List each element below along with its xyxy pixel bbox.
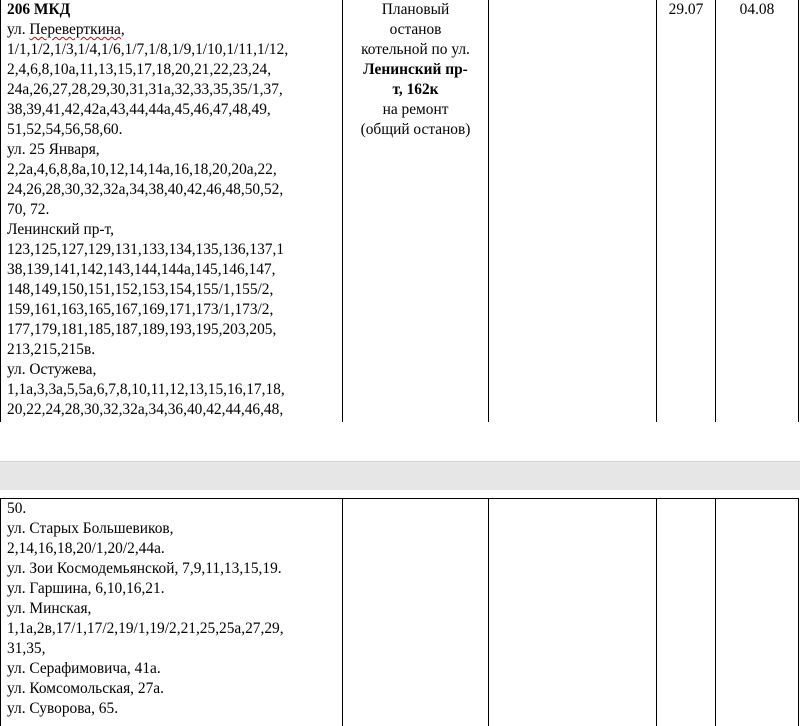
empty-cell [489,499,657,726]
event-line: (общий останов) [360,121,471,138]
event-line: Плановый [381,1,450,18]
address-line: 2,2а,4,6,8,8а,10,12,14,14а,16,18,20,20а,22, [7,161,277,178]
address-line: ул. Гаршина, 6,10,16,21. [7,580,165,597]
event-line: на ремонт [382,101,449,118]
address-line: ул. Минская, [7,600,92,617]
street-prefix: ул. [7,21,30,38]
address-line: 20,22,24,28,30,32,32а,34,36,40,42,44,46,48, [7,401,284,418]
address-line: 1/1,1/2,1/3,1/4,1/6,1/7,1/8,1/9,1/10,1/11,1/12, [7,41,289,58]
address-line: 1,1а,2в,17/1,17/2,19/1,19/2,21,25,25а,27,29, [7,620,284,637]
event-line-bold: Ленинский пр- [363,61,468,78]
end-date-cell [716,0,799,422]
address-line: 2,4,6,8,10а,11,13,15,17,18,20,21,22,23,24, [7,61,272,78]
address-line: 70, 72. [7,201,50,218]
event-line: котельной по ул. [361,41,470,58]
street-suffix: , [120,21,125,38]
address-line: 38,139,141,142,143,144,144а,145,146,147, [7,261,276,278]
address-line: ул. Комсомольская, 27а. [7,680,164,697]
address-line: 50. [7,500,27,517]
address-line: ул. Зои Космодемьянской, 7,9,11,13,15,19. [7,560,282,577]
address-line: 51,52,54,56,58,60. [7,121,123,138]
event-line: останов [389,21,442,38]
event-cell [343,0,489,422]
address-heading: 206 МКД [7,1,71,18]
address-line: 123,125,127,129,131,133,134,135,136,137,1 [7,241,285,258]
start-date-cell [657,0,716,422]
address-line: 1,1а,3,3а,5,5а,6,7,8,10,11,12,13,15,16,17,18, [7,381,285,398]
address-line: ул. Серафимовича, 41а. [7,660,161,677]
address-cell [1,499,343,726]
address-line: 31,35, [7,640,46,657]
start-date: 29.07 [668,1,704,18]
address-line: ул. Суворова, 65. [7,700,119,717]
address-line: 2,14,16,18,20/1,20/2,44а. [7,540,165,557]
outage-table-bottom [0,498,799,726]
address-line: 24,26,28,30,32,32а,34,38,40,42,46,48,50,52, [7,181,284,198]
address-line: 159,161,163,165,167,169,171,173/1,173/2, [7,301,274,318]
address-line: 177,179,181,185,187,189,193,195,203,205, [7,321,277,338]
address-line: 38,39,41,42,42а,43,44,44а,45,46,47,48,49, [7,101,271,118]
address-line: Ленинский пр-т, [7,221,114,238]
event-line-bold: т, 162к [392,81,439,98]
address-line: 24а,26,27,28,29,30,31,31а,32,33,35,35/1,37, [7,81,283,98]
table-row [1,0,799,422]
address-cell [1,0,343,422]
table-row [1,499,799,726]
address-line: ул. Остужева, [7,361,97,378]
address-line: ул. Старых Большевиков, [7,520,174,537]
address-line: 148,149,150,151,152,153,154,155/1,155/2, [7,281,274,298]
end-date-cell [716,499,799,726]
street-name-spellcheck: Переверткина [29,21,121,38]
document-page-bottom [0,490,800,726]
event-cell [343,499,489,726]
empty-cell [489,0,657,422]
start-date-cell [657,499,716,726]
address-line: ул. 25 Января, [7,141,100,158]
address-line: 213,215,215в. [7,341,96,358]
page-separator [0,461,800,491]
street-line [7,20,342,40]
end-date: 04.08 [739,1,775,18]
